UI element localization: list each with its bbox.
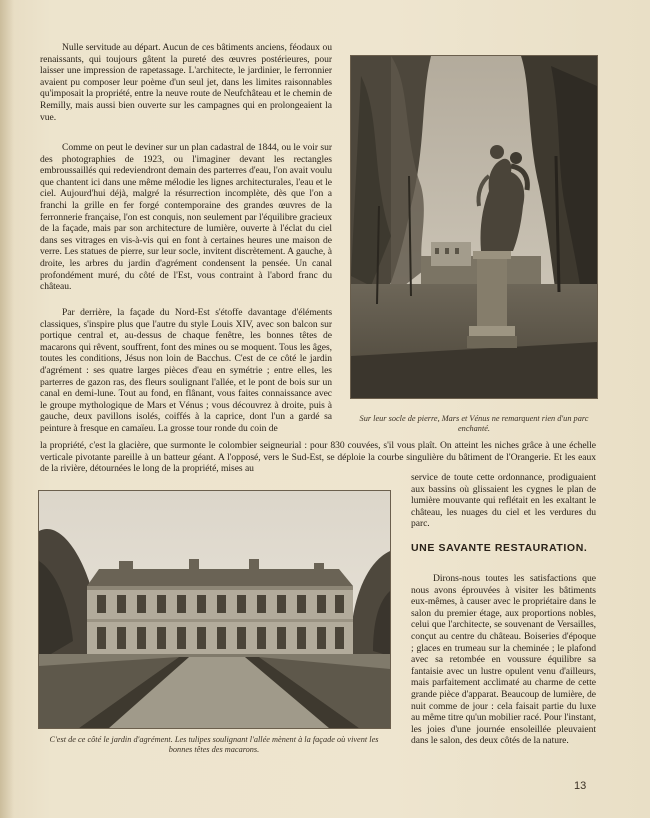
- statue-photo: [350, 55, 598, 399]
- paragraph-glaciere: la propriété, c'est la glacière, que surmonte le colombier seigneurial : pour 830 couvées, s'il vous plaît. On atteint les niches grâce à une échelle verticale pivotante pareille à un batteur géant. A l'opposé, vers le Sud-Est, se déploie la courbe singulière du bâtiment de l'Orangerie. Et les eaux de la rivière, détournées le long de la propriété, mises au: [40, 440, 596, 475]
- paragraph-river: service de toute cette ordonnance, prodiguaient aux bassins où glissaient les cygnes le plan de lumière mouvante qui reflétait en les exaltant le château, les nuages du ciel et les verdures du parc.: [411, 472, 596, 530]
- section-title: UNE SAVANTE RESTAURATION.: [411, 542, 588, 554]
- paragraph-restoration: Dirons-nous toutes les satisfactions que nous avons éprouvées à visiter les bâtiments eux-mêmes, à causer avec le propriétaire dans le salon du premier étage, aux proportions nobles, celui que l'architecte, se souvenant de Versailles, conçut au centre du château. Boiseries d'époque ; glaces en trumeau sur la cheminée ; le plafond avec sa retombée en voussure équilibre sa fantaisie avec un lustre opulent venu d'ailleurs, mais parfaitement acclimaté au charme de cette grande pièce d'apparat. Beaucoup de lumière, de nuit comme de jour : cela faisait partie du luxe au même titre qu'un mobilier racé. Pour l'instant, les joies d'une journée ensoleillée pleuvaient dans le salon, des deux côtés de la nature.: [411, 573, 596, 747]
- paragraph-intro: Nulle servitude au départ. Aucun de ces bâtiments anciens, féodaux ou renaissants, qui toujours gâtent la pureté des œuvres postérieures, pour laisser une impression de rapetassage. L'architecte, le jardinier, le ferronnier avaient pu composer leur poème d'un seul jet, dans les limites raisonnables qu'imposait la propriété, entre la neuve route de Neufchâteau et le chemin de Remilly, mais aussi bien ouverte sur les campagnes qui en prolongeaient la vue.: [40, 42, 332, 123]
- paragraph-cadastral: Comme on peut le deviner sur un plan cadastral de 1844, ou le voir sur des photographies de 1923, ou l'imaginer devant les rectangles embroussaillés qui redeviendront demain des parterres d'eau, l'on avait voulu que chantent ici dans une même mélodie les lignes architecturales, l'eau et le ciel. Aujourd'hui déjà, malgré la résurrection incomplète, dès que l'on a franchi la grille en fer forgé contemporaine des grandes œuvres de la ferronnerie française, l'on est conquis, non seulement par l'équilibre gracieux de la façade, mais par son architecture de lumière, ouverte à l'éclat du ciel dans ses vitrages en vis-à-vis qui en font à certaines heures une maison de verre. Les statues de pierre, sur leur socle, invitent discrètement. A gauche, à droite, les arbres du jardin d'agrément condensent la pensée. Un canal profondément muré, du côté de l'Est, vous contraint à l'abord franc du château.: [40, 142, 332, 293]
- paragraph-north-east-facade: Par derrière, la façade du Nord-Est s'étoffe davantage d'éléments classiques, s'inspire plus que l'autre du style Louis XIV, avec son balcon sur portique central et, au-dessus de chaque fenêtre, les bonnes têtes de macarons qui rêvent, souffrent, font des mines ou se moquent. Tous les âges, toutes les conditions, Jésus non loin de Bacchus. C'est de ce côté le jardin d'agrément : ses quatre larges pièces d'eau en symétrie ; entre elles, les parterres de gazon ras, des fleurs soulignant l'allée, et le pont de bois sur un canal en demi-lune. Tout au fond, en flânant, vous faites connaissance avec le groupe mythologique de Mars et Vénus ; vous découvrez à droite, puis à gauche, deux pavillons isolés, coiffés à la caprice, dont l'un a gardé sa peinture à fresque en camaïeu. La grosse tour ronde du coin de: [40, 307, 332, 434]
- statue-photo-caption: Sur leur socle de pierre, Mars et Vénus ne remarquent rien d'un parc enchanté.: [359, 414, 589, 433]
- chateau-photo-caption: C'est de ce côté le jardin d'agrément. Les tulipes soulignant l'allée mènent à la façade où vivent les bonnes têtes des macarons.: [49, 735, 379, 754]
- page-number: 13: [574, 780, 587, 792]
- chateau-photo: [38, 490, 391, 729]
